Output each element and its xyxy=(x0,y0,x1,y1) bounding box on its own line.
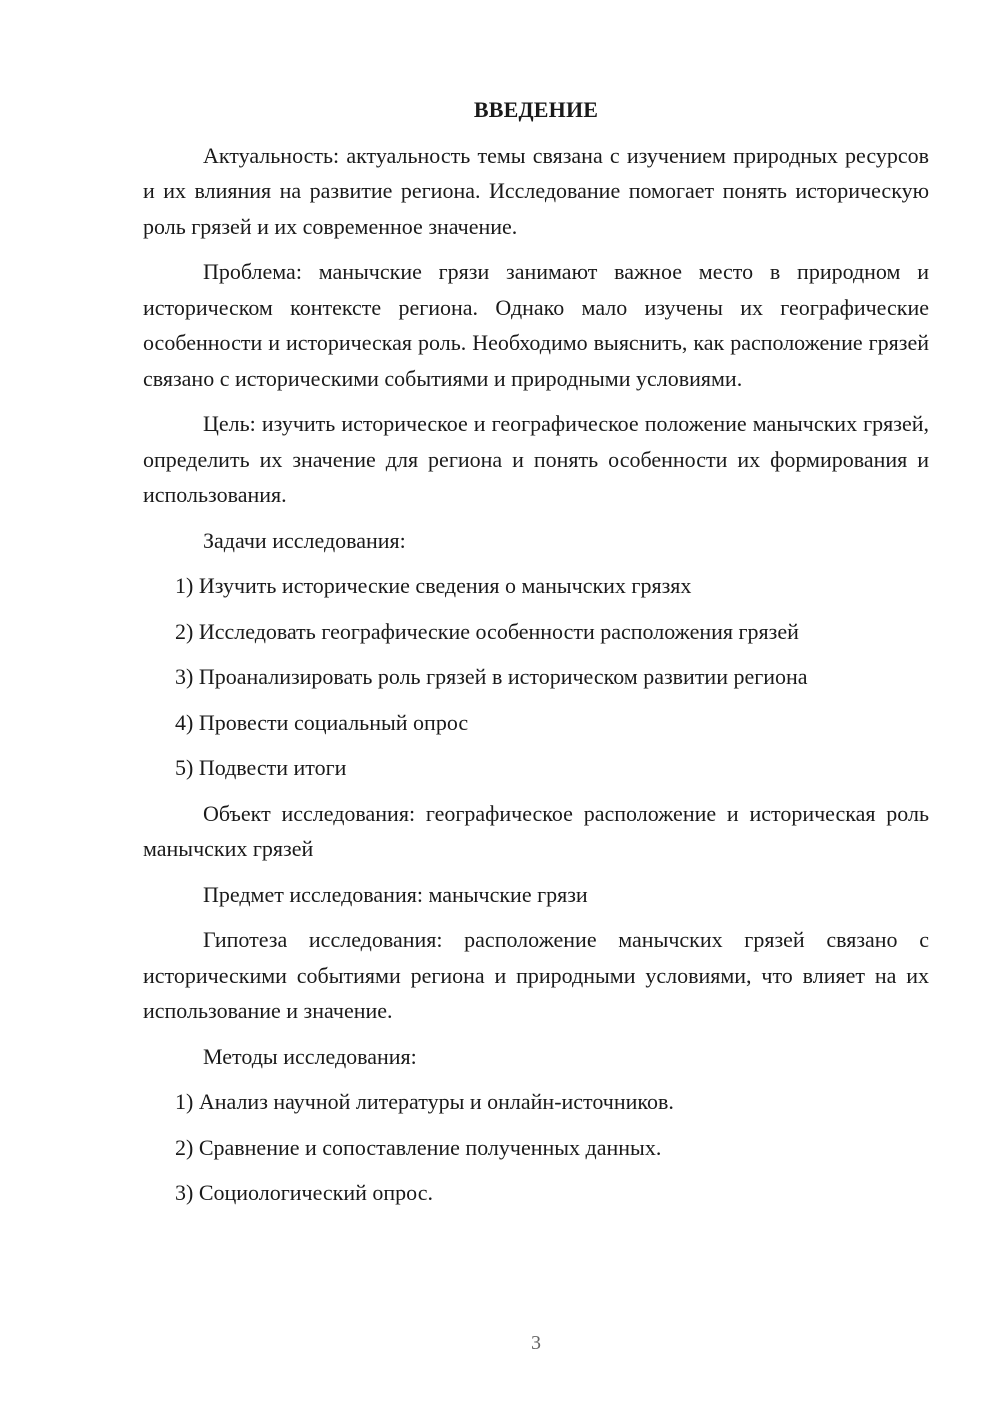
paragraph-subject: Предмет исследования: манычские грязи xyxy=(203,881,588,907)
page-content xyxy=(143,92,929,1221)
tasks-list xyxy=(143,568,929,786)
page-number: 3 xyxy=(531,1332,541,1354)
method-item-3: 3) Социологический опрос. xyxy=(175,1180,433,1205)
method-item-2: 2) Сравнение и сопоставление полученных данных. xyxy=(175,1134,662,1160)
method-item-1: 1) Анализ научной литературы и онлайн-источников. xyxy=(175,1089,674,1114)
page-title: ВВЕДЕНИЕ xyxy=(473,97,599,122)
task-item-3: 3) Проанализировать роль грязей в историческом развитии региона xyxy=(175,664,808,689)
tasks-heading: Задачи исследования: xyxy=(203,527,406,553)
task-item-1: 1) Изучить исторические сведения о манычских грязях xyxy=(175,573,692,598)
paragraph-object: Объект исследования: географическое расположение и историческая роль манычских грязей xyxy=(143,800,929,861)
paragraph-relevance: Актуальность: актуальность темы связана с изучением природных ресурсов и их влияния на развитие региона. Исследование помогает понять историческую роль грязей и их современное значение. xyxy=(143,142,929,239)
task-item-5: 5) Подвести итоги xyxy=(175,755,347,780)
task-item-4: 4) Провести социальный опрос xyxy=(175,709,469,735)
paragraph-hypothesis: Гипотеза исследования: расположение манычских грязей связано с историческими событиями региона и природными условиями, что влияет на их использование и значение. xyxy=(143,927,929,1023)
paragraph-goal: Цель: изучить историческое и географическое положение манычских грязей, определить их значение для региона и понять особенности их формирования и использования. xyxy=(143,411,929,507)
task-item-2: 2) Исследовать географические особенности расположения грязей xyxy=(175,618,799,644)
paragraph-problem: Проблема: манычские грязи занимают важное место в природном и историческом контексте региона. Однако мало изучены их географические особенности и историческая роль. Необходимо выяснить, как расположение грязей связано с историческими событиями и природными условиями. xyxy=(143,259,929,391)
methods-heading: Методы исследования: xyxy=(203,1043,417,1069)
methods-list xyxy=(143,1084,929,1211)
